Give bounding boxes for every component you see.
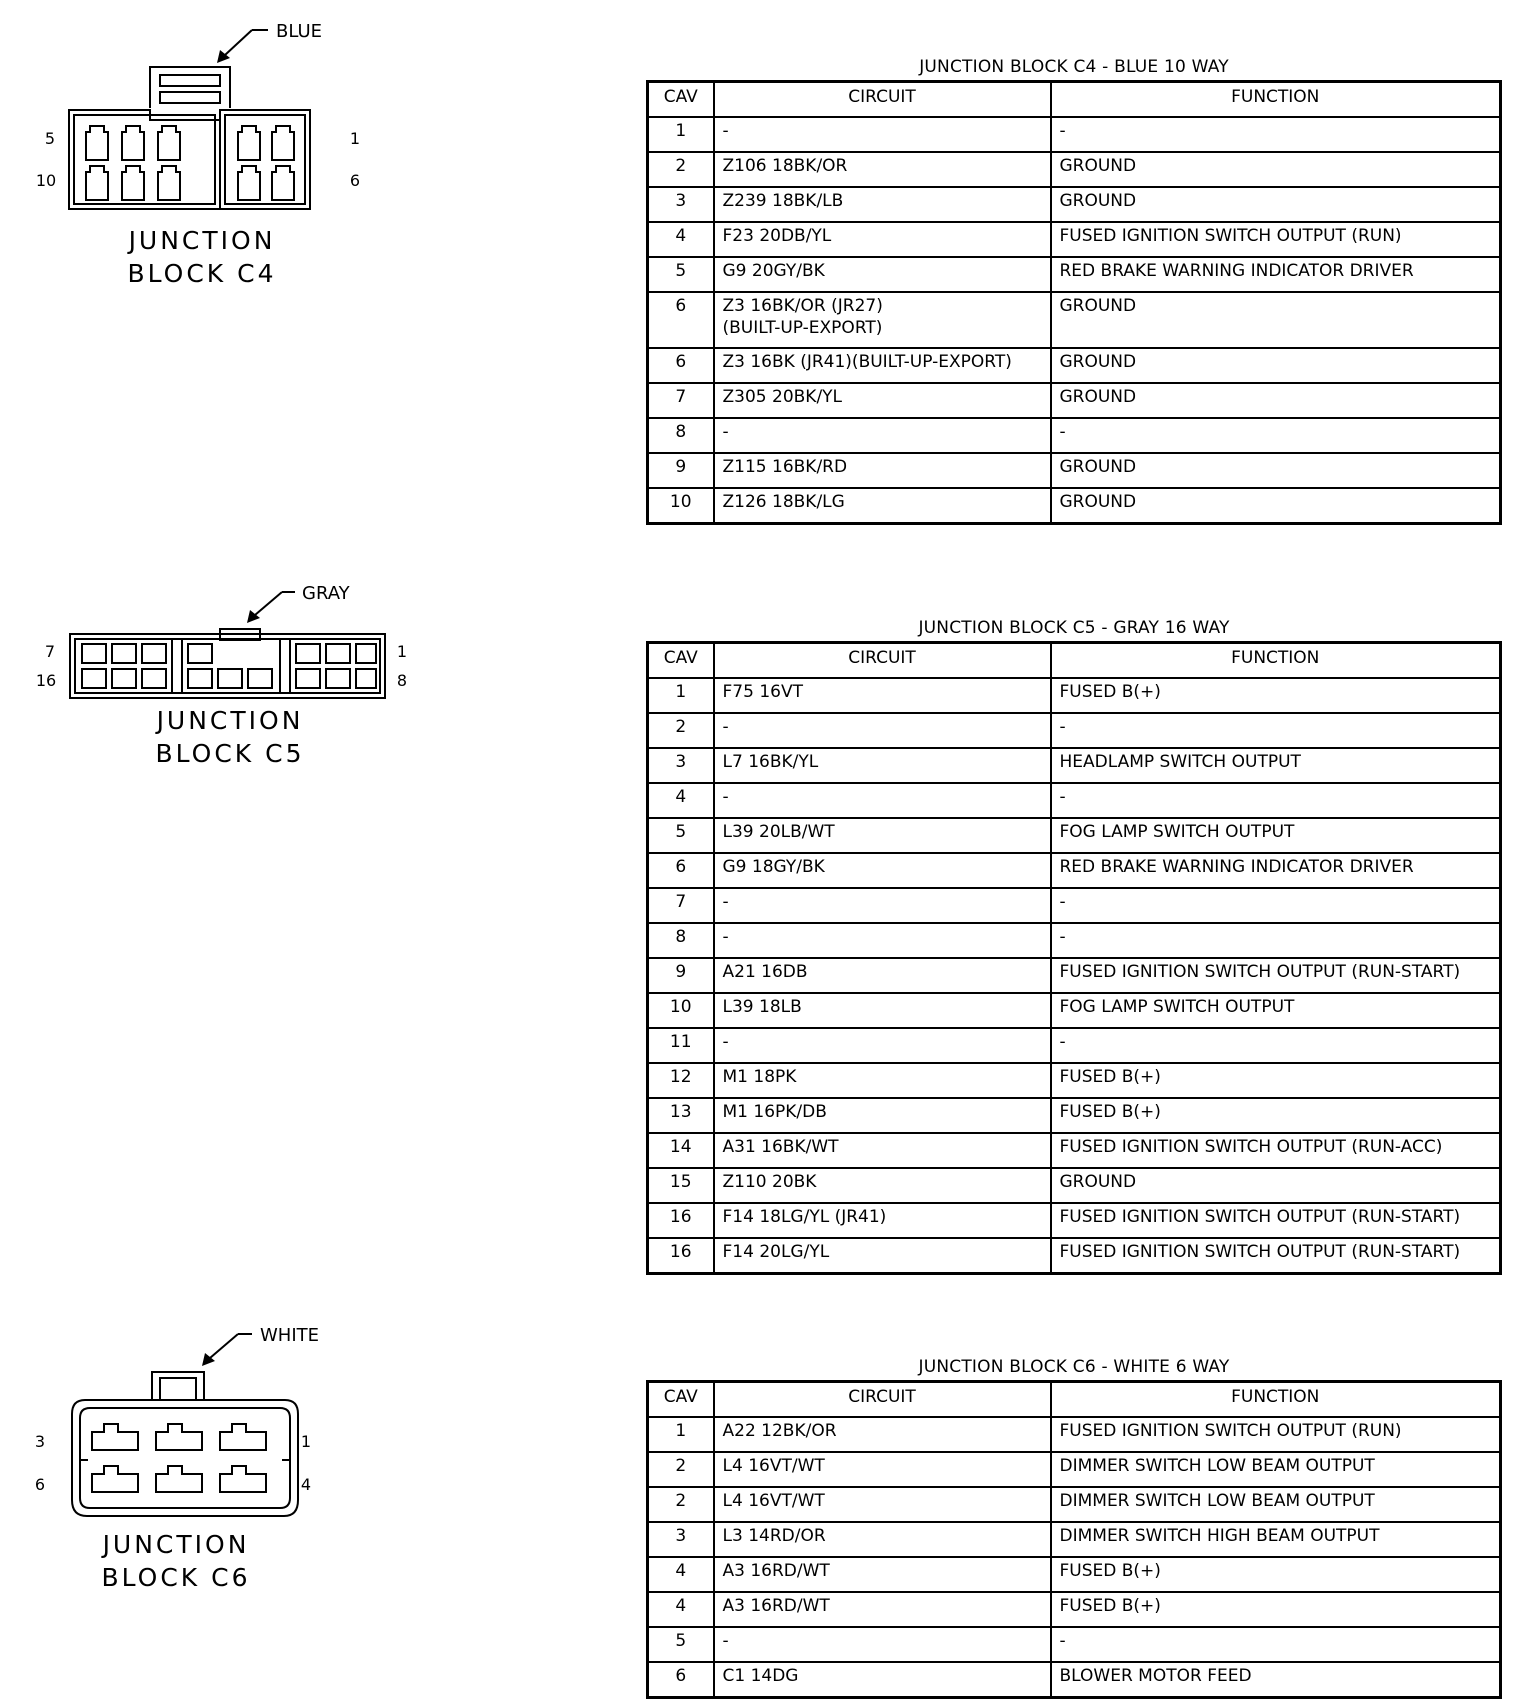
- cell-function: GROUND: [1051, 1168, 1501, 1203]
- cell-cav: 2: [648, 152, 714, 187]
- cell-circuit: L7 16BK/YL: [714, 748, 1051, 783]
- cell-circuit: F75 16VT: [714, 678, 1051, 713]
- cell-function: GROUND: [1051, 292, 1501, 348]
- cell-function: DIMMER SWITCH LOW BEAM OUTPUT: [1051, 1452, 1501, 1487]
- table-row: [648, 1203, 1501, 1238]
- cell-function: HEADLAMP SWITCH OUTPUT: [1051, 748, 1501, 783]
- connector-latch: [152, 1372, 204, 1400]
- cell-circuit: Z3 16BK (JR41)(BUILT-UP-EXPORT): [714, 348, 1051, 383]
- cell-cav: 5: [648, 257, 714, 292]
- cell-circuit: A22 12BK/OR: [714, 1417, 1051, 1452]
- cell-function: FUSED B(+): [1051, 678, 1501, 713]
- table-row: [648, 222, 1501, 257]
- cell-function: FUSED B(+): [1051, 1098, 1501, 1133]
- cell-circuit: A31 16BK/WT: [714, 1133, 1051, 1168]
- pin-number-top-left: 3: [34, 1432, 46, 1451]
- cell-cav: 4: [648, 222, 714, 257]
- table-header-row: [648, 82, 1501, 118]
- cell-function: -: [1051, 418, 1501, 453]
- header-circuit: CIRCUIT: [714, 643, 1051, 679]
- cell-function: DIMMER SWITCH LOW BEAM OUTPUT: [1051, 1487, 1501, 1522]
- pin-number-bottom-left: 16: [35, 671, 57, 690]
- table-row: [648, 187, 1501, 222]
- cell-circuit: Z106 18BK/OR: [714, 152, 1051, 187]
- cell-function: -: [1051, 923, 1501, 958]
- connector-label-line1: JUNCTION: [128, 226, 276, 255]
- cell-circuit: M1 18PK: [714, 1063, 1051, 1098]
- cell-circuit: L39 20LB/WT: [714, 818, 1051, 853]
- cell-circuit: F14 18LG/YL (JR41): [714, 1203, 1051, 1238]
- cavity-table: [646, 1380, 1502, 1699]
- cell-function: -: [1051, 117, 1501, 152]
- pin-number-top-right: 1: [300, 1432, 312, 1451]
- connector-color-label: BLUE: [276, 21, 323, 42]
- connector-color-label: WHITE: [260, 1325, 320, 1346]
- cell-cav: 6: [648, 348, 714, 383]
- cell-function: FUSED IGNITION SWITCH OUTPUT (RUN-START): [1051, 1203, 1501, 1238]
- cell-cav: 7: [648, 383, 714, 418]
- cell-circuit: F14 20LG/YL: [714, 1238, 1051, 1274]
- cell-circuit: A21 16DB: [714, 958, 1051, 993]
- table-row: [648, 1168, 1501, 1203]
- cell-circuit: -: [714, 117, 1051, 152]
- cell-function: FUSED B(+): [1051, 1557, 1501, 1592]
- cell-circuit: -: [714, 713, 1051, 748]
- cell-cav: 3: [648, 187, 714, 222]
- pin-number-top-right: 1: [349, 129, 361, 148]
- cell-function: BLOWER MOTOR FEED: [1051, 1662, 1501, 1698]
- cell-circuit: Z305 20BK/YL: [714, 383, 1051, 418]
- table-row: [648, 958, 1501, 993]
- table-row: [648, 713, 1501, 748]
- cell-cav: 2: [648, 1487, 714, 1522]
- cell-circuit: Z115 16BK/RD: [714, 453, 1051, 488]
- cell-cav: 3: [648, 748, 714, 783]
- cell-circuit: L39 18LB: [714, 993, 1051, 1028]
- cell-cav: 1: [648, 1417, 714, 1452]
- connector-label-line1: JUNCTION: [102, 1530, 250, 1559]
- table-row: [648, 117, 1501, 152]
- cell-function: GROUND: [1051, 348, 1501, 383]
- pin-number-bottom-right: 8: [396, 671, 408, 690]
- header-function: FUNCTION: [1051, 643, 1501, 679]
- header-cav: CAV: [648, 82, 714, 118]
- pin-number-top-right: 1: [396, 642, 408, 661]
- cell-cav: 8: [648, 923, 714, 958]
- table-row: [648, 257, 1501, 292]
- table-row: [648, 488, 1501, 524]
- cell-cav: 6: [648, 292, 714, 348]
- cell-cav: 2: [648, 713, 714, 748]
- connector-diagram-c4: [20, 10, 420, 300]
- cell-function: FUSED B(+): [1051, 1063, 1501, 1098]
- cell-cav: 16: [648, 1238, 714, 1274]
- cell-cav: 5: [648, 1627, 714, 1662]
- table-row: [648, 292, 1501, 348]
- connector-label-line1: JUNCTION: [156, 706, 304, 735]
- cell-circuit: G9 20GY/BK: [714, 257, 1051, 292]
- cell-function: FUSED IGNITION SWITCH OUTPUT (RUN-START): [1051, 1238, 1501, 1274]
- table-row: [648, 383, 1501, 418]
- cell-circuit: M1 16PK/DB: [714, 1098, 1051, 1133]
- table-row: [648, 923, 1501, 958]
- connector-label-line2: BLOCK C6: [101, 1563, 251, 1592]
- header-circuit: CIRCUIT: [714, 1382, 1051, 1418]
- cell-cav: 13: [648, 1098, 714, 1133]
- cell-function: FUSED IGNITION SWITCH OUTPUT (RUN): [1051, 1417, 1501, 1452]
- color-pointer-arrow: [202, 1334, 252, 1366]
- table-title: JUNCTION BLOCK C6 - WHITE 6 WAY: [918, 1357, 1230, 1377]
- cell-circuit: Z110 20BK: [714, 1168, 1051, 1203]
- table-row: [648, 853, 1501, 888]
- cell-function: FUSED IGNITION SWITCH OUTPUT (RUN-ACC): [1051, 1133, 1501, 1168]
- connector-housing: [72, 1400, 298, 1516]
- table-row: [648, 1662, 1501, 1698]
- cell-cav: 8: [648, 418, 714, 453]
- cell-cav: 6: [648, 853, 714, 888]
- cell-cav: 12: [648, 1063, 714, 1098]
- cell-circuit: [714, 292, 1051, 348]
- connector-cavities: [82, 644, 376, 688]
- table-row: [648, 993, 1501, 1028]
- cell-function: FOG LAMP SWITCH OUTPUT: [1051, 818, 1501, 853]
- cell-cav: 7: [648, 888, 714, 923]
- table-row: [648, 453, 1501, 488]
- cell-cav: 16: [648, 1203, 714, 1238]
- cell-function: FUSED B(+): [1051, 1592, 1501, 1627]
- cavity-table-c4: [646, 56, 1502, 525]
- connector-color-label: GRAY: [302, 583, 350, 604]
- cell-cav: 4: [648, 783, 714, 818]
- cell-cav: 6: [648, 1662, 714, 1698]
- header-cav: CAV: [648, 1382, 714, 1418]
- cell-circuit: L4 16VT/WT: [714, 1487, 1051, 1522]
- table-row: [648, 1452, 1501, 1487]
- cell-function: -: [1051, 1028, 1501, 1063]
- cell-cav: 9: [648, 453, 714, 488]
- table-row: [648, 1592, 1501, 1627]
- table-row: [648, 1522, 1501, 1557]
- cell-circuit: L3 14RD/OR: [714, 1522, 1051, 1557]
- cell-circuit: Z126 18BK/LG: [714, 488, 1051, 524]
- cell-cav: 15: [648, 1168, 714, 1203]
- cell-circuit: -: [714, 1627, 1051, 1662]
- table-header-row: [648, 1382, 1501, 1418]
- table-title: JUNCTION BLOCK C5 - GRAY 16 WAY: [918, 618, 1230, 638]
- cell-cav: 11: [648, 1028, 714, 1063]
- table-row: [648, 1028, 1501, 1063]
- table-row: [648, 888, 1501, 923]
- table-row: [648, 348, 1501, 383]
- cell-function: RED BRAKE WARNING INDICATOR DRIVER: [1051, 853, 1501, 888]
- cell-circuit: -: [714, 418, 1051, 453]
- table-row: [648, 783, 1501, 818]
- cell-function: GROUND: [1051, 152, 1501, 187]
- cell-function: FUSED IGNITION SWITCH OUTPUT (RUN): [1051, 222, 1501, 257]
- header-function: FUNCTION: [1051, 82, 1501, 118]
- cell-circuit: G9 18GY/BK: [714, 853, 1051, 888]
- color-pointer-arrow: [217, 30, 268, 63]
- table-row: [648, 1557, 1501, 1592]
- cell-cav: 3: [648, 1522, 714, 1557]
- cell-function: -: [1051, 1627, 1501, 1662]
- cell-function: FUSED IGNITION SWITCH OUTPUT (RUN-START): [1051, 958, 1501, 993]
- pin-number-bottom-left: 6: [34, 1475, 46, 1494]
- cell-circuit: C1 14DG: [714, 1662, 1051, 1698]
- cell-function: DIMMER SWITCH HIGH BEAM OUTPUT: [1051, 1522, 1501, 1557]
- table-row: [648, 418, 1501, 453]
- header-function: FUNCTION: [1051, 1382, 1501, 1418]
- table-row: [648, 1417, 1501, 1452]
- pin-number-bottom-left: 10: [35, 171, 57, 190]
- connector-label-line2: BLOCK C5: [155, 739, 305, 768]
- connector-cavities: [92, 1424, 266, 1492]
- connector-latch: [150, 67, 230, 108]
- cell-circuit: -: [714, 923, 1051, 958]
- cell-cav: 14: [648, 1133, 714, 1168]
- table-row: [648, 678, 1501, 713]
- connector-label-line2: BLOCK C4: [127, 259, 277, 288]
- cavity-table: [646, 641, 1502, 1275]
- cell-cav: 9: [648, 958, 714, 993]
- table-row: [648, 818, 1501, 853]
- circuit-line-1: Z3 16BK/OR (JR27): [722, 296, 883, 316]
- table-row: [648, 1627, 1501, 1662]
- pin-number-top-left: 7: [44, 642, 56, 661]
- cell-function: GROUND: [1051, 488, 1501, 524]
- cell-cav: 5: [648, 818, 714, 853]
- cavity-table-c5: [646, 617, 1502, 1275]
- cell-circuit: F23 20DB/YL: [714, 222, 1051, 257]
- header-circuit: CIRCUIT: [714, 82, 1051, 118]
- cell-circuit: Z239 18BK/LB: [714, 187, 1051, 222]
- table-row: [648, 1487, 1501, 1522]
- table-row: [648, 1133, 1501, 1168]
- cell-circuit: -: [714, 888, 1051, 923]
- cell-function: GROUND: [1051, 187, 1501, 222]
- cell-cav: 1: [648, 117, 714, 152]
- cell-circuit: -: [714, 1028, 1051, 1063]
- cell-function: -: [1051, 783, 1501, 818]
- table-row: [648, 152, 1501, 187]
- table-row: [648, 1238, 1501, 1274]
- cavity-table: [646, 80, 1502, 525]
- pin-number-top-left: 5: [44, 129, 56, 148]
- cell-cav: 1: [648, 678, 714, 713]
- connector-cavities: [86, 126, 294, 200]
- cell-circuit: L4 16VT/WT: [714, 1452, 1051, 1487]
- cell-cav: 10: [648, 993, 714, 1028]
- color-pointer-arrow: [247, 592, 295, 623]
- header-cav: CAV: [648, 643, 714, 679]
- cell-function: GROUND: [1051, 383, 1501, 418]
- connector-diagram-c5: [20, 570, 440, 780]
- cell-function: -: [1051, 713, 1501, 748]
- cell-cav: 10: [648, 488, 714, 524]
- cell-cav: 4: [648, 1592, 714, 1627]
- pin-number-bottom-right: 4: [300, 1475, 312, 1494]
- cell-function: GROUND: [1051, 453, 1501, 488]
- cell-cav: 2: [648, 1452, 714, 1487]
- table-row: [648, 748, 1501, 783]
- table-title: JUNCTION BLOCK C4 - BLUE 10 WAY: [919, 57, 1229, 77]
- connector-diagram-c6: [20, 1310, 420, 1600]
- cell-cav: 4: [648, 1557, 714, 1592]
- cell-circuit: -: [714, 783, 1051, 818]
- table-row: [648, 1098, 1501, 1133]
- table-header-row: [648, 643, 1501, 679]
- circuit-line-2: (BUILT-UP-EXPORT): [722, 318, 883, 338]
- cell-circuit: A3 16RD/WT: [714, 1557, 1051, 1592]
- cell-function: -: [1051, 888, 1501, 923]
- table-row: [648, 1063, 1501, 1098]
- cell-function: FOG LAMP SWITCH OUTPUT: [1051, 993, 1501, 1028]
- cell-function: RED BRAKE WARNING INDICATOR DRIVER: [1051, 257, 1501, 292]
- pin-number-bottom-right: 6: [349, 171, 361, 190]
- cell-circuit: A3 16RD/WT: [714, 1592, 1051, 1627]
- cavity-table-c6: [646, 1356, 1502, 1699]
